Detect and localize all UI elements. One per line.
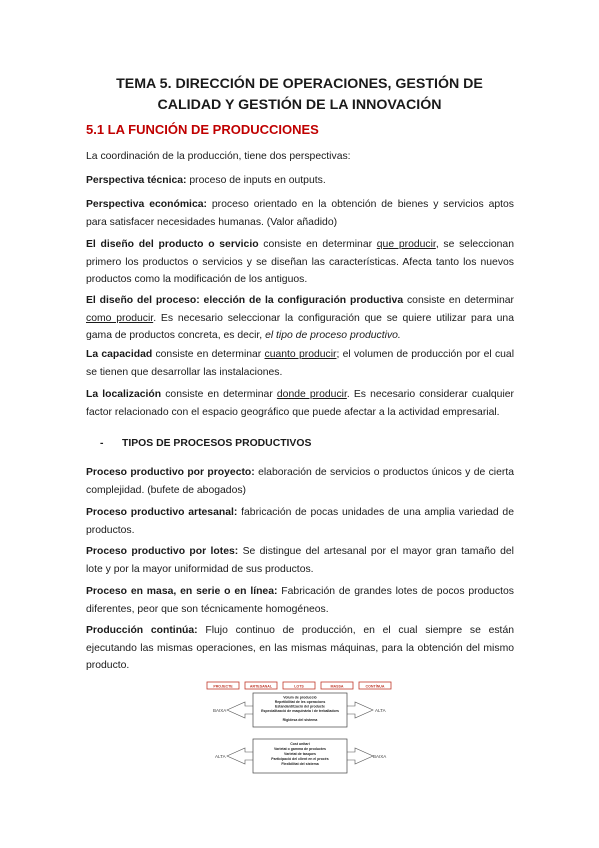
diagram-svg [205, 680, 395, 780]
label-left-bottom: ALTA [215, 754, 226, 759]
paragraph-proceso-lotes [86, 543, 514, 578]
paragraph-proceso-masa [86, 583, 514, 618]
chip-projecte [207, 682, 239, 689]
page-title: TEMA 5. DIRECCIÓN DE OPERACIONES, GESTIÓN DE CALIDAD Y GESTIÓN DE LA INNOVACIÓN [116, 76, 483, 113]
text: proceso de inputs en outputs. [186, 175, 326, 186]
paragraph-produccion-continua [86, 622, 514, 675]
term: El diseño del producto o servicio [86, 239, 259, 250]
text: , se seleccionan primero los productos o servicios y se diseñan las características. Afecta tanto los nuevos productos como la modificación de los antiguos. [86, 239, 514, 285]
text: Flujo continuo de producción, en el cual siempre se están ejecutando las mismas operaciones, en las mismas máquinas, para la obtención del mismo producto. [86, 625, 514, 671]
chip-label: PROJECTE [213, 684, 233, 689]
text: La coordinación de la producción, tiene dos perspectivas: [86, 151, 351, 162]
factor-line: Estandardització del producte [275, 704, 325, 709]
chip-label: ARTESANAL [249, 684, 273, 689]
box-decreasing-factors [253, 739, 347, 773]
text: . Es necesario seleccionar la configuración que se quiere utilizar para una gama de productos concreta, es decir, [86, 312, 514, 341]
term: La localización [86, 389, 162, 400]
chip-row [207, 682, 391, 689]
underlined-text: cuanto producir [264, 349, 337, 360]
text: consiste en determinar [161, 389, 277, 400]
paragraph-proceso-artesanal [86, 504, 514, 539]
term: Proceso productivo por lotes: [86, 546, 239, 557]
chip-label: CONTÍNUA [365, 684, 385, 689]
text: fabricación de pocas unidades de una amplia variedad de productos. [86, 507, 514, 536]
factor-line: Varietat de tasques [284, 752, 316, 756]
paragraph-perspectiva-economica [86, 196, 514, 231]
chip-label: LOTS [294, 684, 304, 689]
section-heading: 5.1 LA FUNCIÓN DE PRODUCCIONES [86, 122, 319, 137]
chip-massa [321, 682, 353, 689]
text: Fabricación de grandes lotes de pocos productos diferentes, peor que son técnicamente homogéneos. [86, 586, 514, 615]
underlined-text: donde producir [276, 389, 347, 400]
text: elaboración de servicios o productos únicos y de cierta complejidad. (bufete de abogados) [86, 467, 514, 496]
paragraph-capacidad [86, 346, 514, 381]
underlined-text: como producir [86, 312, 154, 324]
factor-line: Especialització de maquinària i de treballadors [261, 709, 339, 713]
term: Proceso en masa, en serie o en línea: [86, 586, 278, 597]
label-right-top: ALTA [375, 708, 386, 713]
paragraph-perspectiva-tecnica [86, 172, 514, 190]
text: . Es necesario considerar cualquier factor relacionado con el espacio geográfico que puede afectar a la actividad empresarial. [86, 389, 515, 418]
factor-line: Flexibilitat del sistema [281, 762, 319, 766]
term: Proceso productivo por proyecto: [86, 467, 255, 478]
factor-line: Repetibilitat de les operacions [274, 700, 326, 704]
process-types-diagram [205, 680, 395, 780]
text: consiste en determinar [152, 349, 265, 360]
text: ; el volumen de producción por el cual se tienen que desarrollar las instalaciones. [86, 349, 515, 378]
text: Se distingue del artesanal por el mayor gran tamaño del lote y por la mayor uniformidad de sus productos. [86, 546, 514, 575]
text: consiste en determinar [403, 295, 514, 306]
chip-artesanal [245, 682, 277, 689]
factor-line: Varietat o gamma de productes [274, 747, 326, 751]
paragraph-localizacion [86, 386, 514, 421]
factor-line: Cost unitari [290, 742, 310, 746]
box-increasing-factors [253, 693, 347, 727]
label-left-top: BAIXA [213, 708, 227, 713]
paragraph-diseno-producto [86, 236, 514, 289]
term: Proceso productivo artesanal: [86, 507, 238, 518]
bullet-dash: - [100, 438, 104, 449]
paragraph-intro [86, 148, 514, 166]
text: proceso orientado en la obtención de bienes y servicios aptos para satisfacer necesidades humanas. (Valor añadido) [86, 199, 514, 228]
paragraph-diseno-proceso [86, 292, 514, 345]
term: Perspectiva económica: [86, 199, 207, 210]
label-right-bottom: BAIXA [373, 754, 387, 759]
term: Producción continúa: [86, 625, 198, 636]
factor-line: Rigidesa del sistema [282, 718, 318, 722]
term: El diseño del proceso: elección de la configuración productiva [86, 295, 404, 306]
paragraph-proceso-proyecto [86, 464, 514, 499]
bullet-tipos-procesos [100, 438, 311, 449]
bullet-text: TIPOS DE PROCESOS PRODUCTIVOS [122, 438, 312, 449]
term: La capacidad [86, 349, 153, 360]
chip-continua [359, 682, 391, 689]
chip-label: MASSA [330, 684, 344, 689]
chip-lots [283, 682, 315, 689]
term: Perspectiva técnica: [86, 175, 187, 186]
factor-line: Volum de producció [283, 695, 317, 700]
factor-line: Participació del client en el procés [271, 757, 329, 761]
italic-text: el tipo de proceso productivo. [265, 330, 401, 341]
underlined-text: que producir [376, 239, 436, 250]
text: consiste en determinar [258, 239, 377, 250]
